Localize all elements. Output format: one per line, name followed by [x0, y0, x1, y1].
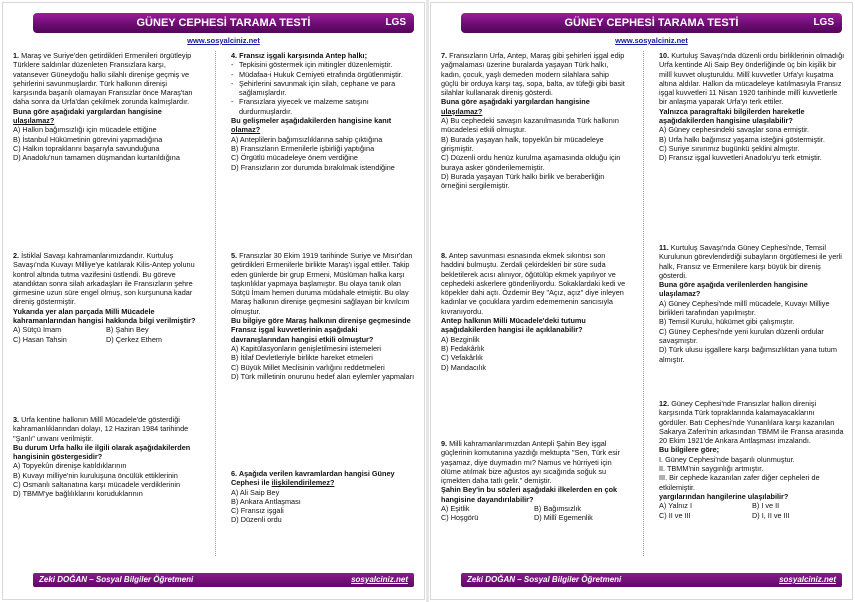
option-a[interactable]: A) Kapitülasyonların genişletilmesini istemeleri — [231, 343, 382, 353]
option-c[interactable]: C) Örgütlü mücadeleye önem verdiğine — [231, 153, 358, 163]
option-b[interactable]: B) Temsil Kurulu, hükümet gibi çalışmıştır. — [659, 317, 795, 327]
question-number: 1. — [13, 51, 20, 60]
question-prompt: Yalnızca paragraftaki bilgilerden hareketle aşağıdakilerden hangisine ulaşılabilir? — [659, 106, 805, 126]
question-prompt: Antep halkının Milli Mücadele'deki tutumu aşağıdakilerden hangisi ile açıklanabilir? — [441, 316, 586, 335]
question-prompt: Şahin Bey'in bu sözleri aşağıdaki ilkelerden en çok hangisine dayandırılabilir? — [441, 485, 618, 504]
question-2 — [13, 251, 199, 344]
statement-item: II. TBMM'nin saygınlığı artmıştır. — [659, 464, 764, 474]
question-stem: Fransızların Urfa, Antep, Maraş gibi şehirleri işgal edip yağmalaması üzerine buralarda yaşayan Türk halkı, kadın, çocuk, yaşlı demeden modern silahlara sahip güçlü bir orduya karşı taş, sopa, balta, av tüfeği gibi basit silahlar kullanarak direniş gösterdi. — [441, 51, 625, 98]
question-number: 10. — [659, 51, 670, 60]
option-c[interactable]: C) II ve III — [659, 510, 691, 520]
footer-author: Zeki DOĞAN – Sosyal Bilgiler Öğretmeni — [39, 575, 194, 584]
question-1 — [13, 51, 199, 163]
option-c[interactable]: C) Vefakârlık — [441, 353, 483, 363]
question-prompt: Buna göre aşağıdaki yargılardan hangisine ulaşılamaz? — [13, 106, 162, 126]
option-a[interactable]: A) Güney Cephesi'nde millî mücadele, Kuvayı Milliye birlikleri tarafından yapılmıştır. — [659, 298, 830, 318]
footer-link[interactable]: sosyalciniz.net — [351, 575, 408, 584]
option-c[interactable]: C) Büyük Millet Meclisinin varlığını reddetmeleri — [231, 362, 385, 372]
question-number: 6. — [231, 469, 238, 478]
question-9 — [441, 439, 627, 523]
option-c[interactable]: C) Güney Cephesi'nde yeni kurulan düzenli ordular savaşmıştır. — [659, 326, 824, 345]
question-11 — [659, 243, 845, 364]
question-7 — [441, 51, 627, 190]
question-stem: İstiklal Savaşı kahramanlarımızdandır. Kurtuluş Savaşı'nda Kuvayı Milliye'ye katılarak Kilis-Antep yolunu kontrol altında tutma vazifesini üstlendi. Bu göreve atandıktan sonra silah arkadaşları ile Fransızların şehre girmesine uzun süre engel olmuş, son kurşununa kadar direniş göstermiştir. — [13, 251, 195, 307]
question-4 — [231, 51, 417, 172]
option-d[interactable]: D) Çerkez Ethem — [106, 334, 162, 344]
question-10 — [659, 51, 845, 163]
question-5 — [231, 251, 417, 381]
option-d[interactable]: D) Türk milletinin onurunu hedef alan eylemler yapmaları — [231, 371, 415, 381]
statement-item: III. Bir cephede kazanılan zafer diğer cepheleri de etkilemiştir. — [659, 473, 820, 492]
question-number: 3. — [13, 415, 20, 424]
footer-link[interactable]: sosyalciniz.net — [779, 575, 836, 584]
question-12 — [659, 399, 845, 520]
question-number: 8. — [441, 251, 448, 260]
right-page — [430, 2, 853, 600]
question-stem: Güney Cephesi'nde Fransızlar halkın direnişi karşısında Türk topraklarında kalamayacaklarını gördüler. Batı Cephesi'nde Yunanlılara karşı kazanılan Sakarya Zaferi'nin arkasından TBMM ile Fransa arasında 20 Ekim 1921'de Ankara Antlaşması imzalandı. — [659, 399, 844, 446]
option-a[interactable]: A) Yalnız I — [659, 501, 692, 511]
exam-badge: LGS — [813, 17, 834, 28]
question-prompt: Bu bilgiye göre Maraş halkının direnişe geçmesinde Fransız işgal kuvvetlerinin aşağıdaki davranışlarından hangisi etkili olmuştur? — [231, 316, 411, 344]
question-stem: Urfa kentine halkının Millî Mücadele'de gösterdiği kahramanlıklarından dolayı, 12 Haziran 1984 tarihinde "Şanlı" unvanı verilmiştir. — [13, 415, 189, 443]
question-stem: Milli kahramanlarımızdan Antepli Şahin Bey işgal güçlerinin komutanına yazdığı mektupta "Sen, Türk esir yaşamaz, diye duymadın mı? Namus ve hürriyeti için ölüme atılmak bize ağustos ayı sıcağında soğuk su içmekten daha tatlı gelir." demiştir. — [441, 439, 620, 486]
question-stem: Antep savunması esnasında ekmek sıkıntısı son haddini bulmuştu. Zerdali çekirdekleri bir süre suda bekletilerek acısı alınıyor, öğütülüp ekmek yapılıyor ve cephedeki askerlere gönderiliyordu. Sokaklardaki kedi ve köpekler dahi açtı. Özdemir Bey "Açız, açız" diye inleyen kadınlar ve çocuklara yardım edememenin sancısıyla kıvranıyordu. — [441, 251, 626, 316]
option-d[interactable]: D) Düzenli ordu — [231, 515, 282, 525]
option-d[interactable]: D) Türk ulusu işgallere karşı bağımsızlıktan yana tutum almıştır. — [659, 345, 837, 364]
question-3 — [13, 415, 199, 499]
bullet-item: - Tepkisini göstermek için mitingler düzenlemiştir. — [231, 60, 393, 70]
question-prompt: Buna göre aşağıda verilenlerden hangisine ulaşılamaz? — [659, 280, 808, 299]
question-number: 2. — [13, 251, 20, 260]
option-b[interactable]: B) Urfa halkı bağımsız yaşama isteğini göstermiştir. — [659, 134, 825, 144]
option-c[interactable]: C) Hoşgörü — [441, 513, 479, 523]
question-number: 11. — [659, 243, 669, 252]
question-6: 6. Aşağıda verilen kavramlardan hangisi Güney Cephesi ile ilişkilendirilemez? A) Ali Saip Bey B) Ankara Antlaşması C) Fransız işgali D) Düzenli ordu — [231, 469, 417, 525]
question-prompt: yargılarından hangilerine ulaşılabilir? — [659, 491, 789, 501]
column-divider — [215, 51, 216, 556]
option-a[interactable]: A) Halkın bağımsızlığı için mücadele ettiğine — [13, 125, 157, 135]
question-prompt: Yukarıda yer alan parçada Milli Mücadele kahramanlarından hangisi hakkında bilgi verilmiştir? — [13, 306, 196, 326]
statement-item: I. Güney Cephesi'nde başarılı olunmuştur. — [659, 454, 795, 464]
question-number: 12. — [659, 399, 670, 408]
option-b[interactable]: B) Fedakârlık — [441, 343, 485, 353]
option-d[interactable]: D) Fransızların zor durumda bırakılmak istendiğine — [231, 162, 395, 172]
option-c[interactable]: C) Düzenli ordu henüz kurulma aşamasında olduğu için buraya asker gönderilememiştir. — [441, 153, 621, 172]
option-a[interactable]: A) Topyekûn direnişe katıldıklarının — [13, 461, 127, 471]
site-link[interactable]: www.sosyalciniz.net — [187, 36, 260, 45]
question-stem: Maraş ve Suriye'den getirdikleri Ermenileri örgütleyip Türklere saldırılar düzenleten Fransızlara karşı, vatansever Güneydoğu halkı silahlı direnişe geçmiş ve şehirlerini savunmuşlardır. Türk halkının direnişi karşısında başarılı olamayan Fransızlar önce Maraş'tan daha sonra da Urfa'dan çekilmek zorunda kalmışlardır. — [13, 51, 193, 107]
question-number: 7. — [441, 51, 448, 60]
question-prompt: Aşağıda verilen kavramlardan hangisi Güney Cephesi ile — [231, 469, 395, 488]
test-title: GÜNEY CEPHESİ TARAMA TESTİ — [564, 17, 739, 29]
option-b[interactable]: B) İstanbul Hükümetinin görevini yapmadığına — [13, 134, 163, 144]
option-c[interactable]: C) Suriye sınırımız bugünkü şeklini almıştır. — [659, 143, 800, 153]
option-c[interactable]: C) Fransız işgali — [231, 506, 284, 516]
option-d[interactable]: D) Burada yaşayan Türk halkı birlik ve beraberliğin örneğini sergilemiştir. — [441, 171, 605, 191]
option-b[interactable]: B) Fransızların Ermenilerle işbirliği yaptığına — [231, 143, 375, 153]
question-prompt: Buna göre aşağıdaki yargılardan hangisine ulaşılamaz? — [441, 97, 590, 116]
bullet-item: - Fransızlara yiyecek ve malzeme satışını durdurmuşlardır. — [231, 97, 369, 116]
option-a[interactable]: A) Bu cephedeki savaşın kazanılmasında Türk halkının mücadelesi etkili olmuştur. — [441, 116, 619, 135]
site-link[interactable]: www.sosyalciniz.net — [615, 36, 688, 45]
question-prompt: Bu gelişmeler aşağıdakilerden hangisine kanıt olamaz? — [231, 116, 392, 135]
exam-badge: LGS — [385, 17, 406, 28]
question-8 — [441, 251, 627, 372]
option-a[interactable]: A) Güney cephesindeki savaşlar sona ermiştir. — [659, 125, 810, 135]
question-head: Fransız işgali karşısında Antep halkı; — [239, 51, 367, 60]
question-stem: Fransızlar 30 Ekim 1919 tarihinde Suriye ve Mısır'dan getirdikleri Ermenilerle birlikte Maraş'ı işgal ettiler. Takip eden günlerde bir grup Ermeni, Müslüman halka karşı taşkınlıklar yapmaya başlamıştır. Bu olaya tanık olan Sütçü İmam hemen duruma müdahale etmiştir. Bu olay Maraş halkının direnişe geçmesini sağlayan bir kıvılcım olmuştur. — [231, 251, 413, 316]
option-d[interactable]: D) Anadolu'nun tamamen düşmandan kurtarıldığına — [13, 153, 180, 163]
option-d[interactable]: D) Mandacılık — [441, 362, 487, 372]
question-stem: Kurtuluş Savaşı'nda düzenli ordu birliklerinin olmadığı Urfa kentinde Ali Saip Bey önderliğinde üç bin kişilik bir millî kuvvet oluşturuldu. Millî kuvvetler Urfa'yı kuşatma altına aldılar. Halkın da mücadeleye katılmasıyla Fransız işgal kuvvetleri 11 Nisan 1920 tarihinde millî kuvvetlerle bir anlaşma yaparak Urfa'yı terk ettiler. — [659, 51, 845, 107]
option-b[interactable]: B) Bağımsızlık — [534, 504, 582, 514]
page-header — [33, 13, 414, 33]
bullet-item: - Müdafaa-i Hukuk Cemiyeti etrafında örgütlenmiştir. — [231, 69, 403, 79]
option-d[interactable]: D) I, II ve III — [752, 510, 790, 520]
option-b[interactable]: B) I ve II — [752, 501, 780, 511]
option-c[interactable]: C) Hasan Tahsin — [13, 334, 67, 344]
question-number: 4. — [231, 51, 238, 60]
option-a[interactable]: A) Bezginlik — [441, 334, 480, 344]
option-b[interactable]: B) İtilaf Devletleriyle birlikte hareket etmeleri — [231, 353, 373, 363]
question-number: 5. — [231, 251, 238, 260]
question-lead: Bu bilgilere göre; — [659, 445, 720, 455]
question-prompt: Bu durum Urfa halkı ile ilgili olarak aşağıdakilerden hangisinin göstergesidir? — [13, 442, 191, 462]
question-number: 9. — [441, 439, 448, 448]
question-stem: Kurtuluş Savaşı'nda Güney Cephesi'nde, Temsil Kurulunun görevlendirdiği subayların örgütlemesi ile yerli halk, Fransız ve Ermenilere karşı büyük bir direniş gösterdi. — [659, 243, 842, 280]
option-d[interactable]: D) Fransız işgal kuvvetleri Anadolu'yu terk etmiştir. — [659, 153, 822, 163]
option-d[interactable]: D) Millî Egemenlik — [534, 513, 593, 523]
footer-author: Zeki DOĞAN – Sosyal Bilgiler Öğretmeni — [467, 575, 622, 584]
option-a[interactable]: A) Ali Saip Bey — [231, 487, 280, 497]
option-b[interactable]: B) Kuvayı milliye'nin kuruluşuna öncülük ettiklerinin — [13, 470, 178, 480]
bullet-item: - Şehirlerini savunmak için silah, cephane ve para sağlamışlardır. — [231, 78, 396, 98]
option-b[interactable]: B) Ankara Antlaşması — [231, 496, 301, 506]
option-b[interactable]: B) Burada yaşayan halk, topyekûn bir mücadeleye girişmiştir. — [441, 134, 604, 153]
option-a[interactable]: A) Sütçü İmam — [13, 325, 62, 335]
option-b[interactable]: B) Şahin Bey — [106, 325, 149, 335]
column-divider — [643, 51, 644, 556]
option-d[interactable]: D) TBMM'ye bağlılıklarını koruduklarının — [13, 489, 143, 499]
page-footer — [33, 573, 414, 587]
option-a[interactable]: A) Anteplilerin bağımsızlıklarına sahip çıktığına — [231, 134, 383, 144]
page-gutter — [426, 0, 429, 602]
left-page — [2, 2, 425, 600]
option-c[interactable]: C) Osmanlı saltanatına karşı mücadele verdiklerinin — [13, 480, 181, 490]
option-a[interactable]: A) Eşitlik — [441, 504, 470, 514]
option-c[interactable]: C) Halkın topraklarını başarıyla savunduğuna — [13, 143, 160, 153]
page-footer — [461, 573, 842, 587]
page-header — [461, 13, 842, 33]
test-title: GÜNEY CEPHESİ TARAMA TESTİ — [136, 17, 311, 29]
